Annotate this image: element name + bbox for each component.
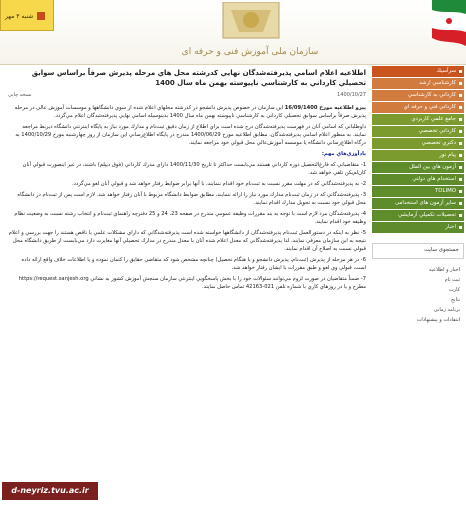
sidebar — [372, 66, 464, 325]
sidebar-link[interactable]: برنامه زمانی — [433, 307, 460, 313]
note-4: 4- پذيرفته‌شدگان مرد لازم است با توجه به بند مقررات وظيفه عمومي مندرج در صفحه 23، 24 و 25 دفترچه راهنماي ثبت‌نام و انتخاب رشته نسبت به وضعيت نظام وظيفه خود اقدام نمايند. — [14, 211, 366, 225]
note-3: 3- پذيرفته‌شدگاني كه در زمان ثبت‌نام مدارك مورد نياز را ارائه ننمايند، مطابق ضوابط دانشگاه مربوط با آنان رفتار خواهد شد. لازم است پس از ثبت‌نام در دانشگاه محل قبولي خود نسبت به تحويل مدارك اقدام نمايند. — [17, 192, 366, 206]
note-1: 1- متقاضياني كه فارغ‌التحصيل دوره كارداني هستند مي‌بايست حداكثر تا تاريخ 1400/11/30 داراي مدرك كارداني (فوق ديپلم) باشند، در غير اينصورت قبولي آنان كان‌لم‌يكن تلقي خواهد شد. — [22, 162, 366, 176]
sidebar-item[interactable]: TOLIMO — [372, 186, 464, 197]
sidebar-item[interactable]: كارشناسي ارشد — [372, 78, 464, 89]
article-date: 1400/10/27 — [337, 92, 366, 98]
note-5: 5- نظر به اينكه در دستورالعمل ثبت‌نام پذيرفته‌شدگان از دانشگاهها خواسته شده است پذيرفته‌شدگاني كه داراي مشكلات علمي يا ناقص هستند را جهت بررسي و اعلام نتيجه به اين سازمان معرفي نمايند، لذا پذيرفته‌شدگاني كه معدل اعلام شده آنان با معدل مندرج در مدارك تحصيلي آنها مغايرت دارد مي‌بايست از طريق دانشگاه محل قبولي نسبت به اصلاح آن اقدام نمايند. — [8, 230, 366, 252]
sidebar-links — [372, 265, 464, 325]
sidebar-item[interactable]: سایر آزمون های استخدامی — [372, 198, 464, 209]
article — [8, 68, 366, 294]
notes-title: يادآوري‌هاي مهم: — [321, 151, 366, 157]
organization-emblem-icon — [175, 2, 325, 64]
sidebar-item[interactable]: سرآسيك — [372, 66, 464, 77]
note-2: 2- به پذيرفته‌شدگاني كه در مهلت مقرر نسبت به ثبت‌نام خود اقدام ننمايند، با آنها برابر ضوابط رفتار خواهد شد و قبولي آنان لغو مي‌گردد. — [72, 181, 366, 187]
sidebar-link[interactable]: کارت — [448, 287, 460, 293]
iran-flag-icon — [432, 0, 466, 46]
sidebar-item[interactable]: كارداني به كارشناسي — [372, 90, 464, 101]
sidebar-link[interactable]: انتقادات و پیشنهادات — [416, 317, 460, 323]
sidebar-item[interactable]: استخدام هاي دولتي — [372, 174, 464, 185]
paragraph-registration: داوطلباني كه اسامي آنان در فهرست پذيرفته‌شدگان درج شده است براي اطلاع از زمان دقيق ثبت‌نام و مدارك مورد نياز به پايگاه اينترنتي دانشگاه ذيربط مراجعه نمايند. به منظور اعلام اسامي پذيرفته‌شدگان، مطابق اطلاعيه مورخ 1400/06/29 مندرج در پايگاه اطلاع‌رساني اين سازمان از روز چهارشنبه مورخ 1400/10/29 به درگاه اطلاع‌رساني دانشگاه يا موسسه آموزش‌عالي محل قبولي خود مراجعه نمايند. — [15, 124, 366, 146]
print-link[interactable]: نسخه چاپی — [8, 92, 32, 98]
note-7: 7- ضمناً متقاضيان در صورت لزوم مي‌توانند سئوالات خود را با بخش پاسخگويي اينترنتي سازمان سنجش آموزش كشور به نشاني https://request.sanjesh.org مطرح و يا در روزهاي كاري با شماره تلفن 021-42163 تماس حاصل نمايند. — [18, 276, 366, 290]
sidebar-item[interactable]: جامع علمي كاربردي — [372, 114, 464, 125]
sidebar-item[interactable]: تحصيلات تكميلي آزمايشي — [372, 210, 464, 221]
site-search-box[interactable] — [372, 243, 464, 259]
intro-label: پيرو اطلاعيه مورخ 16/09/1400 — [284, 105, 366, 111]
sidebar-link[interactable]: نتایج — [450, 297, 460, 303]
date-badge-text: شنبه ۳ مهر — [5, 13, 34, 20]
site-header — [0, 0, 466, 65]
intro-text: اين سازمان در خصوص پذيرش دانشجو در كدرشته محلهاي اعلام شده از سوي دانشگاهها و موسسات آموزش عالي در مرحله پذيرش صرفاً براساس سوابق تحصيلي كارداني به كارشناسي ناپيوسته بهمن ماه سال 1400 بدينوسيله اسامي نهايي پذيرفته‌شدگان اعلام مي‌گردد. — [14, 105, 366, 119]
sidebar-menu — [372, 66, 464, 233]
sidebar-item[interactable]: كارداني تخصصي — [372, 126, 464, 137]
badge-square-icon — [37, 12, 45, 20]
sidebar-link[interactable]: اخبار و اطلاعیه — [428, 267, 460, 273]
sidebar-item[interactable]: دكتري تخصصي — [372, 138, 464, 149]
date-badge — [0, 0, 54, 31]
sidebar-item[interactable]: پيام نور — [372, 150, 464, 161]
note-6: 6- در هر مرحله از پذيرش (ثبت‌نام، پذيرش دانشجو و يا هنگام تحصيل) چنانچه مشخص شود كه متقاضي حقايق را كتمان نموده و يا اطلاعات خلاف واقع ارائه داده است، قبولي وي لغو و طبق مقررات با ايشان رفتار خواهد شد. — [21, 257, 366, 271]
sidebar-link[interactable]: ثبت نام — [444, 277, 460, 283]
site-title: سازمان ملی آموزش فنی و حرفه ای — [181, 47, 319, 57]
site-logo: d-neyriz.tvu.ac.ir — [2, 482, 98, 500]
sidebar-item[interactable]: اخبار — [372, 222, 464, 233]
article-title: اطلاعيه اعلام اسامي پذيرفته‌شدگان نهايي كدرشته محل هاي مرحله پذيرش صرفاً براساس سوابق تحصيلي كارداني به كارشناسي ناپيوسته بهمن ماه سال 1400 — [31, 69, 366, 87]
article-meta — [8, 92, 366, 98]
sidebar-item[interactable]: كارداني فني و حرفه اي — [372, 102, 464, 113]
paragraph-intro — [8, 104, 366, 120]
search-label: جستجوی سایت — [424, 247, 459, 253]
sidebar-item[interactable]: آزمون هاي بين الملل — [372, 162, 464, 173]
